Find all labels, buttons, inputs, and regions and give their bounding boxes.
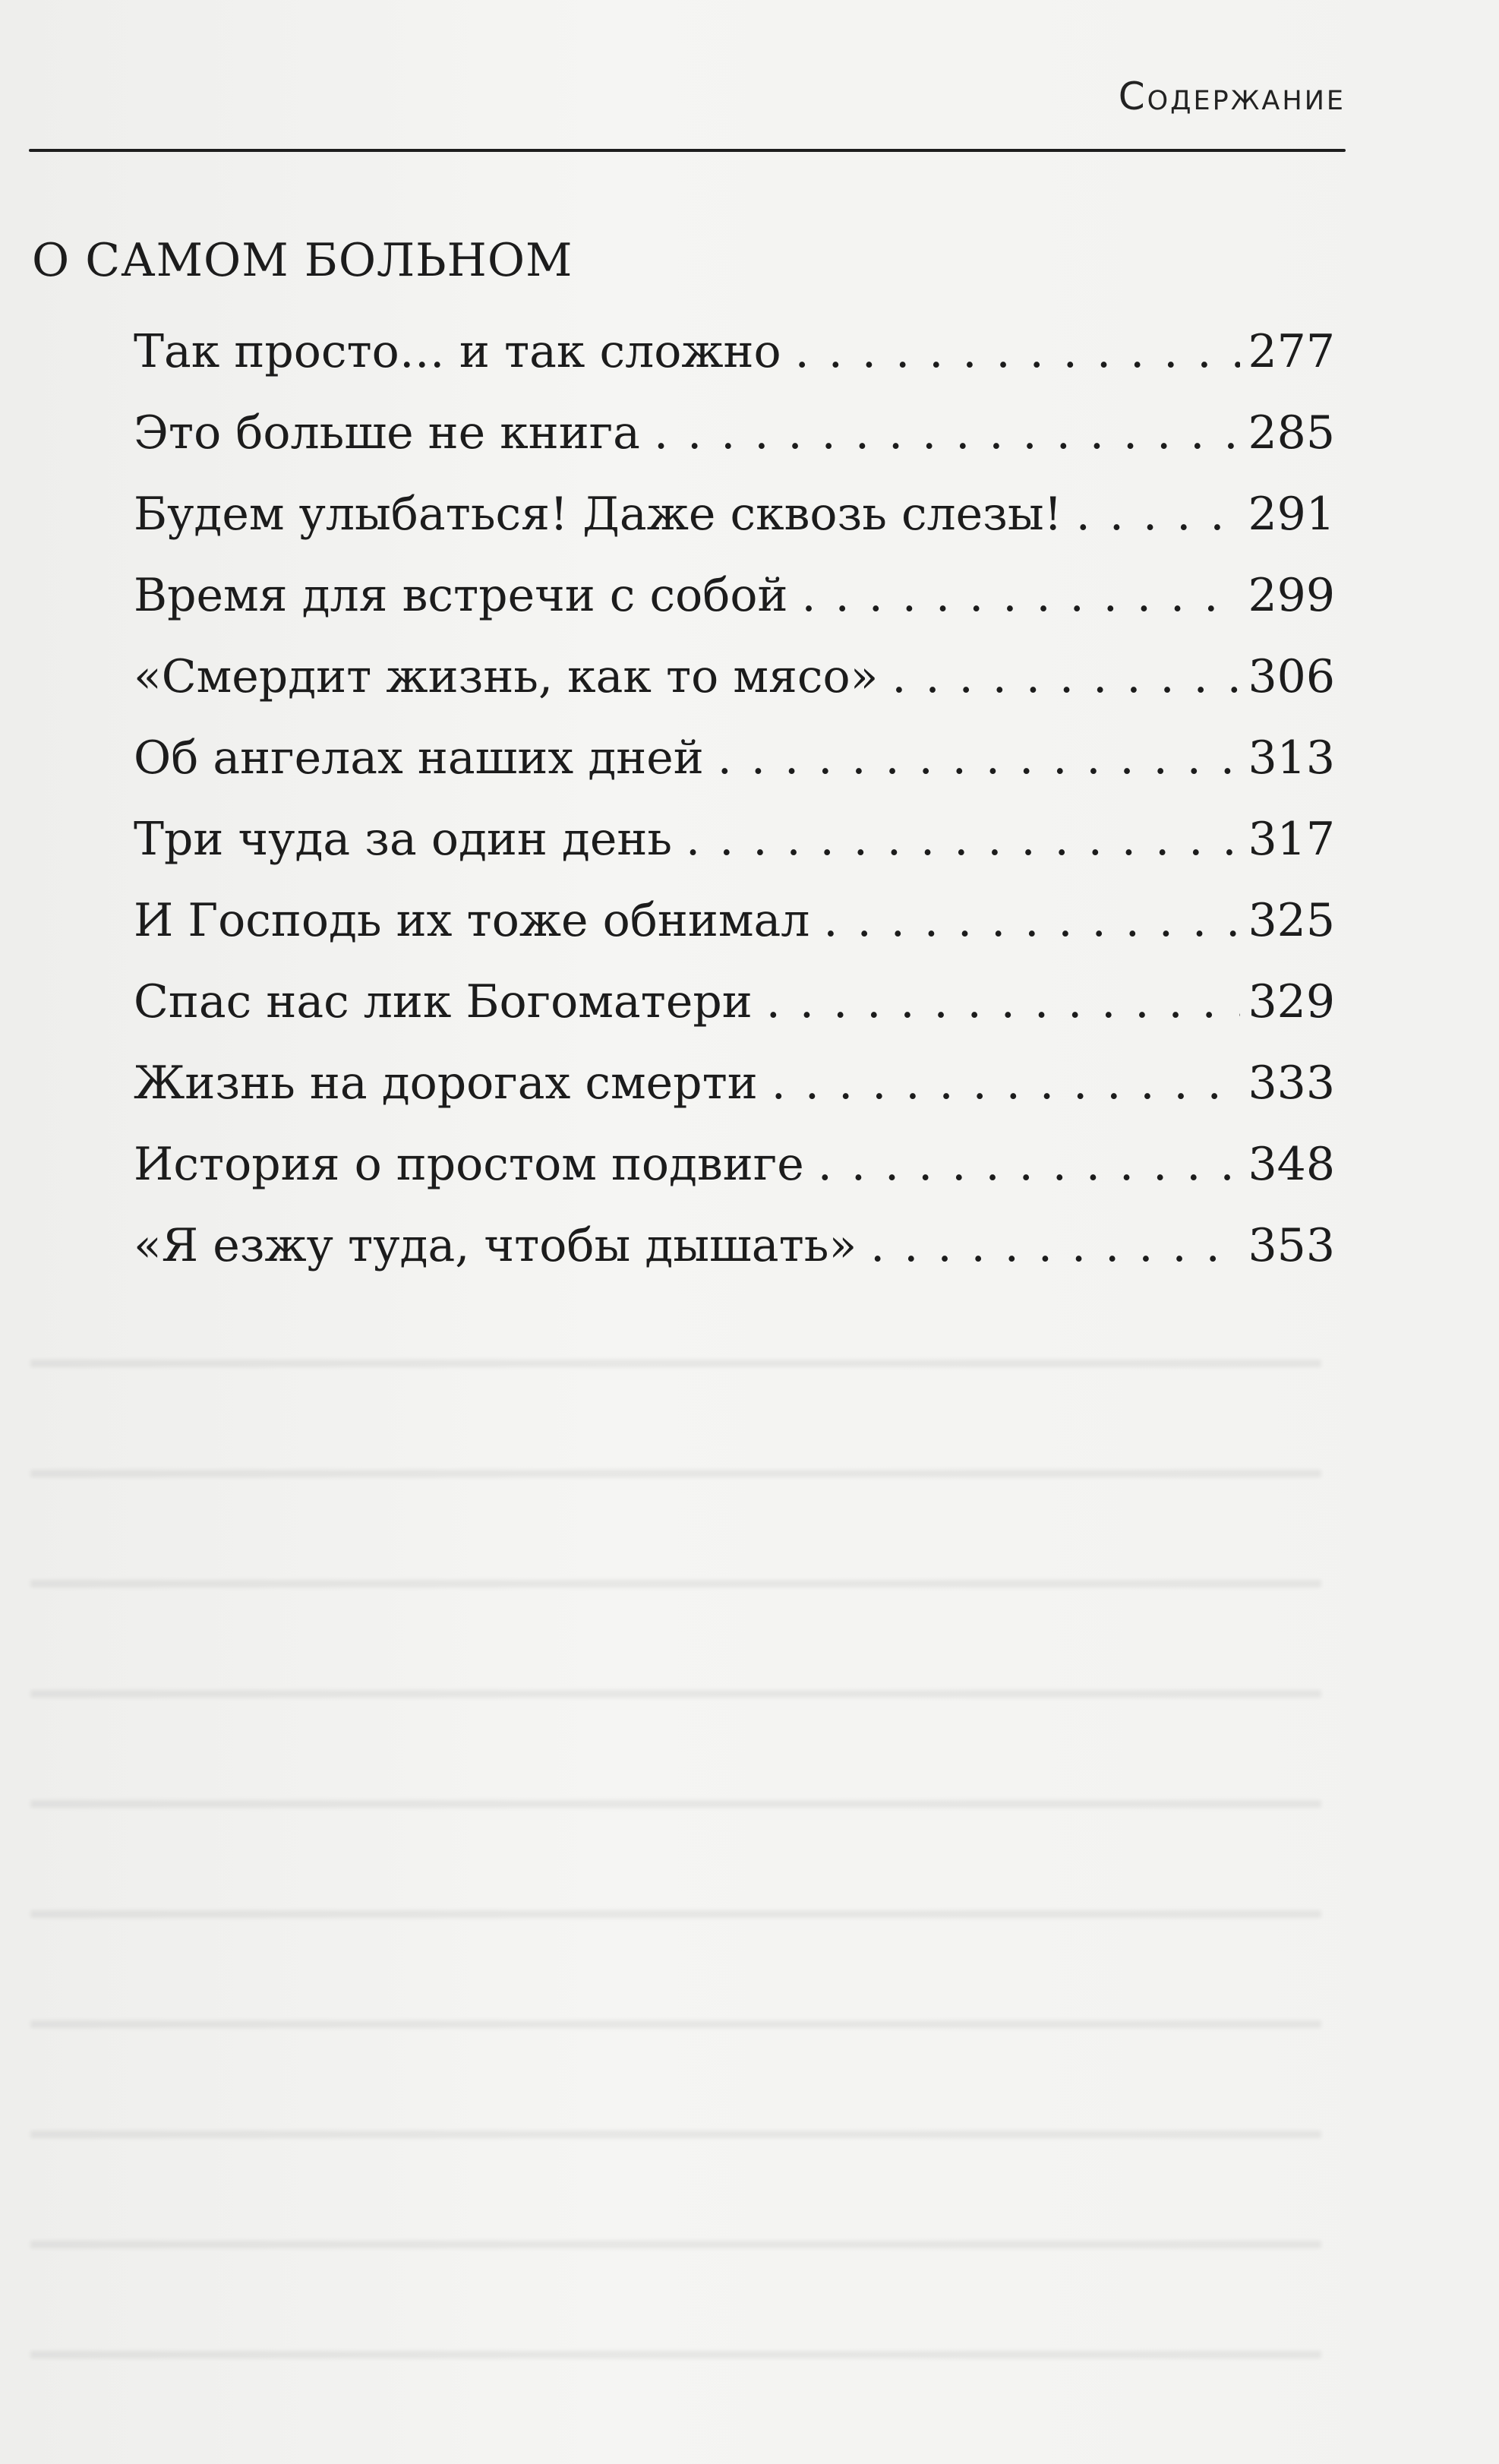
dot-leader (766, 962, 1241, 1043)
toc-entry (134, 799, 1335, 880)
toc-entry-title: И Господь их тоже обнимал (134, 894, 810, 947)
toc-entry-title: Три чуда за один день (134, 813, 673, 866)
toc-entry-title: Будем улыбаться! Даже сквозь слезы! (134, 488, 1062, 541)
toc-entry-page: 348 (1248, 1138, 1335, 1191)
toc-entry-page: 333 (1248, 1057, 1335, 1110)
toc-entry-title: Это больше не книга (134, 406, 640, 460)
dot-leader (892, 637, 1240, 718)
toc-entry (134, 962, 1335, 1043)
header-rule (29, 149, 1346, 152)
dot-leader (801, 555, 1240, 637)
toc-entry-page: 329 (1248, 975, 1335, 1028)
toc-entry-title: «Я езжу туда, чтобы дышать» (134, 1219, 857, 1272)
toc-entry-page: 299 (1248, 569, 1335, 622)
toc-entry-title: Так просто… и так сложно (134, 325, 781, 378)
toc-entry (134, 1205, 1335, 1287)
toc-entry-page: 313 (1248, 731, 1335, 785)
dot-leader (795, 311, 1241, 393)
toc-entry-title: Спас нас лик Богоматери (134, 975, 753, 1028)
toc-entry (134, 555, 1335, 637)
dot-leader (818, 1124, 1241, 1205)
toc-entry-page: 277 (1248, 325, 1335, 378)
toc-entry-page: 291 (1248, 488, 1335, 541)
toc-entry (134, 880, 1335, 962)
toc-entry-page: 325 (1248, 894, 1335, 947)
toc-entry-title: Жизнь на дорогах смерти (134, 1057, 758, 1110)
toc-entry-title: Время для встречи с собой (134, 569, 788, 622)
toc-entry-title: История о простом подвиге (134, 1138, 804, 1191)
dot-leader (1076, 474, 1241, 555)
toc-entry (134, 1043, 1335, 1124)
table-of-contents (134, 311, 1335, 1287)
toc-entry (134, 474, 1335, 555)
dot-leader (772, 1043, 1241, 1124)
section-title: О САМОМ БОЛЬНОМ (32, 234, 573, 287)
toc-entry (134, 393, 1335, 474)
dot-leader (823, 880, 1240, 962)
toc-entry-page: 306 (1248, 650, 1335, 703)
toc-entry (134, 311, 1335, 393)
toc-entry-title: «Смердит жизнь, как то мясо» (134, 650, 879, 703)
dot-leader (654, 393, 1241, 474)
toc-entry (134, 637, 1335, 718)
toc-entry-title: Об ангелах наших дней (134, 731, 704, 785)
toc-entry (134, 718, 1335, 799)
running-head: Содержание (1118, 74, 1346, 118)
show-through-texture (30, 1291, 1321, 2431)
dot-leader (686, 799, 1240, 880)
toc-entry-page: 285 (1248, 406, 1335, 460)
dot-leader (718, 718, 1241, 799)
toc-entry-page: 353 (1248, 1219, 1335, 1272)
dot-leader (870, 1205, 1240, 1287)
toc-entry-page: 317 (1248, 813, 1335, 866)
toc-entry (134, 1124, 1335, 1205)
